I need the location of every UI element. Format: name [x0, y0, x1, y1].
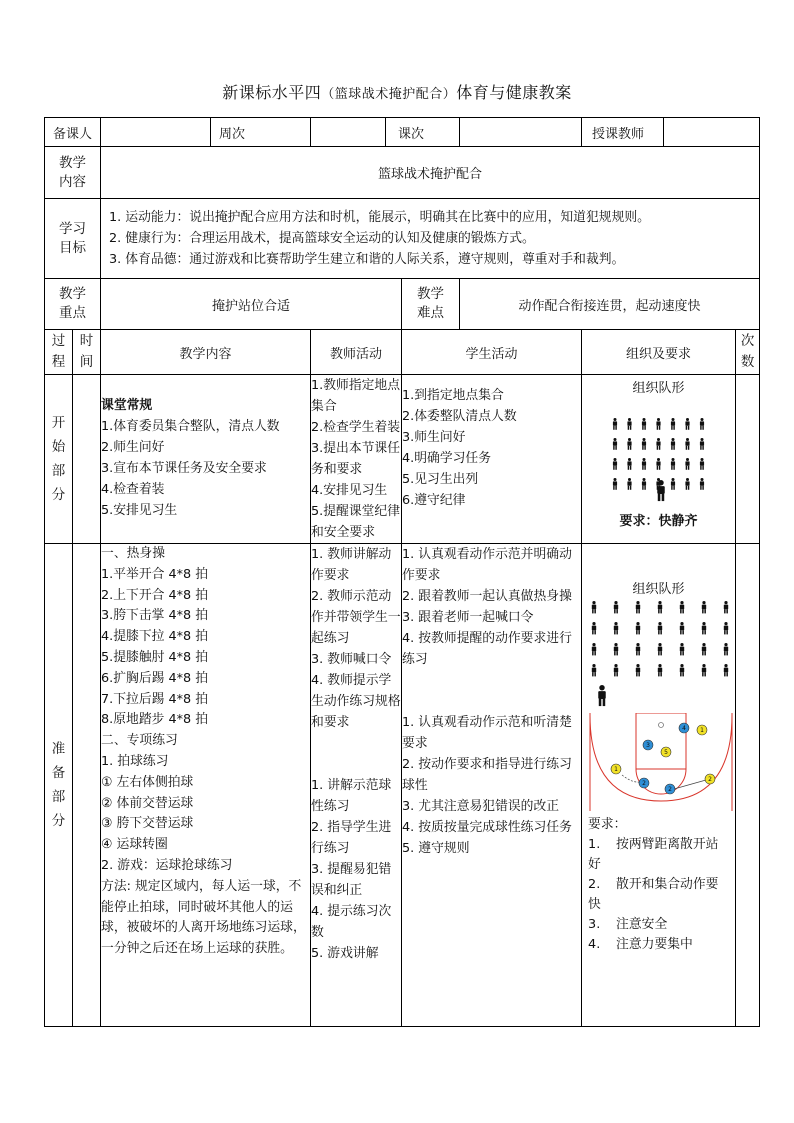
col-teacher: 教师活动 [311, 330, 402, 375]
svg-text:2: 2 [642, 780, 646, 788]
student-figure-icon [680, 664, 684, 676]
teacher-value[interactable] [664, 118, 760, 147]
student-figure-icon [614, 664, 618, 676]
student-figure-icon [702, 643, 706, 655]
col-content: 教学内容 [101, 330, 311, 375]
title-paren: （篮球战术掩护配合） [321, 87, 457, 102]
prep-student-item: 5. 遵守规则 [402, 841, 470, 856]
start-student-item: 3.师生问好 [402, 430, 466, 445]
student-figure-icon [658, 664, 662, 676]
title-tail: 体育与健康教案 [456, 83, 572, 102]
start-phase-label: 开 始 部 分 [45, 375, 73, 544]
student-figure-icon [702, 601, 706, 613]
student-figure-icon [658, 643, 662, 655]
student-figure-icon [680, 643, 684, 655]
prep-content-item: 4.提膝下拉 4*8 拍 [101, 629, 209, 645]
student-figure-icon [592, 601, 596, 613]
student-figure-icon [685, 418, 689, 430]
prep-teacher-item: 2. 指导学生进行练习 [311, 820, 392, 856]
week-label: 周次 [211, 118, 311, 147]
prep-student-item: 4. 按质按量完成球性练习任务 [402, 820, 572, 835]
lesson-value[interactable] [460, 118, 582, 147]
student-figure-icon [658, 601, 662, 613]
prep-content-item: ① 左右体侧拍球 [101, 774, 194, 790]
prep-req-item: 4. 注意力要集中 [588, 937, 693, 952]
document-title [0, 80, 794, 103]
start-org-title: 组织队形 [632, 381, 685, 396]
preparer-label: 备课人 [45, 118, 101, 147]
column-header-row [45, 330, 760, 375]
prep-teacher-item: 2. 教师示范动作并带领学生一起练习 [311, 589, 401, 646]
student-figure-icon [671, 458, 675, 470]
key-label: 教学 重点 [45, 279, 101, 330]
start-student-item: 6.遵守纪律 [402, 493, 466, 508]
student-figure-icon [700, 418, 704, 430]
start-org-requirement: 要求：快静齐 [619, 514, 698, 529]
student-figure-icon [614, 622, 618, 634]
prep-content-item: ④ 运球转圈 [101, 837, 168, 853]
prep-student-item: 1. 认真观看动作示范和听清楚要求 [402, 715, 572, 751]
student-figure-icon [642, 438, 646, 450]
student-figure-icon [627, 478, 631, 490]
prep-content-item: ② 体前交替运球 [101, 795, 194, 811]
start-content-item: 3.宣布本节课任务及安全要求 [101, 461, 267, 476]
lesson-label: 课次 [386, 118, 460, 147]
prep-teacher [311, 544, 402, 1027]
student-figure-icon [702, 664, 706, 676]
goals-list [101, 199, 760, 279]
prep-student-item: 2. 跟着教师一起认真做热身操 [402, 589, 572, 604]
goals-row [45, 199, 760, 279]
start-content-item: 1.体育委员集合整队，清点人数 [101, 419, 280, 434]
start-teacher-item: 3.提出本节课任务和要求 [311, 441, 401, 477]
lesson-plan-table [44, 117, 760, 1027]
student-figure-icon [613, 478, 617, 490]
prep-student [402, 544, 582, 1027]
goal-item: 2. 健康行为：合理运用战术，提高篮球安全运动的认知及健康的锻炼方式。 [109, 231, 535, 246]
player-marker-icon [643, 740, 653, 750]
start-content-item: 4.检查着装 [101, 482, 165, 497]
student-figure-icon [614, 601, 618, 613]
student-figure-icon [656, 458, 660, 470]
teacher-figure-icon [657, 480, 664, 501]
col-time: 时 间 [73, 330, 101, 375]
player-marker-icon [705, 774, 715, 784]
start-teacher [311, 375, 402, 544]
student-figure-icon [671, 478, 675, 490]
student-figure-icon [592, 643, 596, 655]
student-figure-icon [700, 478, 704, 490]
start-student-item: 4.明确学习任务 [402, 451, 492, 466]
prep-content-item: 3.胯下击掌 4*8 拍 [101, 608, 209, 624]
student-figure-icon [685, 438, 689, 450]
start-content-item: 2.师生问好 [101, 440, 165, 455]
prep-teacher-item: 3. 教师喊口令 [311, 652, 392, 667]
focus-row [45, 279, 760, 330]
student-figure-icon [614, 643, 618, 655]
student-figure-icon [642, 458, 646, 470]
player-marker-icon [611, 764, 621, 774]
student-figure-icon [592, 664, 596, 676]
student-figure-icon [671, 418, 675, 430]
teacher-figure-icon [598, 685, 605, 706]
prep-teacher-item: 5. 游戏讲解 [311, 946, 379, 961]
prep-formation-diagram [582, 597, 740, 679]
prep-teacher-item: 1. 讲解示范球性练习 [311, 778, 392, 814]
student-figure-icon [724, 622, 728, 634]
goal-item: 1. 运动能力：说出掩护配合应用方法和时机，能展示，明确其在比赛中的应用，知道犯规规则。 [109, 210, 650, 225]
prep-content [101, 544, 311, 1027]
player-marker-icon [661, 747, 671, 757]
prep-content-item: 1. 拍球练习 [101, 753, 169, 769]
svg-text:4: 4 [682, 725, 686, 733]
svg-text:1: 1 [614, 766, 618, 774]
preparer-value[interactable] [101, 118, 211, 147]
student-figure-icon [700, 438, 704, 450]
difficulty-label: 教学 难点 [402, 279, 460, 330]
student-figure-icon [700, 458, 704, 470]
student-figure-icon [671, 438, 675, 450]
student-figure-icon [636, 643, 640, 655]
prep-content-item: 2.上下开合 4*8 拍 [101, 587, 209, 603]
student-figure-icon [680, 622, 684, 634]
student-figure-icon [642, 478, 646, 490]
svg-text:3: 3 [646, 742, 650, 750]
prep-section-row [45, 544, 760, 1027]
start-formation-diagram [582, 396, 740, 506]
prep-student-item: 4. 按教师提醒的动作要求进行练习 [402, 631, 572, 667]
start-content [101, 375, 311, 544]
student-figure-icon [656, 418, 660, 430]
start-content-item: 5.安排见习生 [101, 503, 178, 518]
start-student-item: 1.到指定地点集合 [402, 388, 504, 403]
start-student [402, 375, 582, 544]
prep-requirements [582, 815, 735, 955]
student-figure-icon [724, 643, 728, 655]
start-section-row [45, 375, 760, 544]
prep-teacher-item: 4. 教师提示学生动作练习规格和要求 [311, 673, 401, 730]
start-student-item: 5.见习生出列 [402, 472, 479, 487]
player-marker-icon [639, 778, 649, 788]
col-org: 组织及要求 [582, 330, 736, 375]
student-figure-icon [658, 622, 662, 634]
prep-teacher-item: 3. 提醒易犯错误和纠正 [311, 862, 392, 898]
start-teacher-item: 5.提醒课堂纪律和安全要求 [311, 504, 401, 540]
content-row [45, 147, 760, 199]
prep-req-label: 要求： [588, 817, 627, 832]
title-main: 新课标水平四 [222, 83, 322, 102]
prep-req-item: 2. 散开和集合动作要快 [588, 877, 719, 912]
student-figure-icon [613, 438, 617, 450]
student-figure-icon [642, 418, 646, 430]
prep-content-item: 二、专项练习 [101, 733, 178, 749]
student-figure-icon [685, 478, 689, 490]
svg-text:2: 2 [708, 776, 712, 784]
student-figure-icon [636, 622, 640, 634]
student-figure-icon [724, 601, 728, 613]
col-count: 次 数 [736, 330, 760, 375]
prep-time [73, 544, 101, 1027]
student-figure-icon [702, 622, 706, 634]
week-value[interactable] [311, 118, 386, 147]
prep-content-item: 方法: 规定区域内，每人运一球，不能停止拍球，同时破坏其他人的运球，被破坏的人离开场地练习运球，一分钟之后还在场上运球的获胜。 [101, 878, 306, 957]
student-figure-icon [592, 622, 596, 634]
key-value: 掩护站位合适 [101, 279, 402, 330]
student-figure-icon [627, 458, 631, 470]
player-marker-icon [697, 725, 707, 735]
goal-item: 3. 体育品德：通过游戏和比赛帮助学生建立和谐的人际关系，遵守规则，尊重对手和裁判。 [109, 252, 625, 267]
svg-text:5: 5 [664, 749, 668, 757]
student-figure-icon [613, 418, 617, 430]
prep-teacher-item: 1. 教师讲解动作要求 [311, 547, 392, 583]
difficulty-value: 动作配合衔接连贯，起动速度快 [460, 279, 760, 330]
prep-req-item: 1. 按两臂距离散开站好 [588, 837, 719, 872]
goals-label: 学习 目标 [45, 199, 101, 279]
prep-student-item: 3. 跟着老师一起喊口令 [402, 610, 534, 625]
prep-org [582, 544, 736, 1027]
prep-student-item: 3. 尤其注意易犯错误的改正 [402, 799, 560, 814]
svg-text:2: 2 [668, 786, 672, 794]
prep-content-item: 1.平举开合 4*8 拍 [101, 566, 209, 582]
col-student: 学生活动 [402, 330, 582, 375]
player-marker-icon [665, 784, 675, 794]
header-row [45, 118, 760, 147]
student-figure-icon [636, 601, 640, 613]
start-teacher-item: 2.检查学生着装 [311, 420, 401, 435]
start-content-heading: 课堂常规 [101, 398, 153, 413]
prep-teacher-item: 4. 提示练习次数 [311, 904, 392, 940]
prep-student-item: 2. 按动作要求和指导进行练习球性 [402, 757, 572, 793]
prep-content-item: 一、热身操 [101, 546, 165, 561]
prep-org-title: 组织队形 [632, 582, 685, 597]
prep-content-item: 5.提膝触肘 4*8 拍 [101, 649, 209, 665]
prep-content-item: 8.原地踏步 4*8 拍 [101, 712, 209, 728]
prep-content-item: 6.扩胸后踢 4*8 拍 [101, 670, 209, 686]
start-time [73, 375, 101, 544]
student-figure-icon [627, 438, 631, 450]
student-figure-icon [627, 418, 631, 430]
teacher-label: 授课教师 [582, 118, 664, 147]
prep-content-item: ③ 胯下交替运球 [101, 816, 194, 832]
start-teacher-item: 1.教师指定地点集合 [311, 378, 401, 414]
student-figure-icon [656, 438, 660, 450]
student-figure-icon [636, 664, 640, 676]
prep-student-item: 1. 认真观看动作示范并明确动作要求 [402, 547, 572, 583]
prep-teacher-figure [582, 683, 740, 709]
start-org [582, 375, 736, 544]
prep-content-item: 7.下拉后踢 4*8 拍 [101, 691, 209, 707]
prep-phase-label: 准 备 部 分 [45, 544, 73, 1027]
content-value: 篮球战术掩护配合 [101, 147, 760, 199]
prep-req-item: 3. 注意安全 [588, 917, 668, 932]
student-figure-icon [685, 458, 689, 470]
court-diagram [582, 713, 740, 811]
start-teacher-item: 4.安排见习生 [311, 483, 388, 498]
start-student-item: 2.体委整队清点人数 [402, 409, 517, 424]
svg-text:1: 1 [700, 727, 704, 735]
content-label: 教学 内容 [45, 147, 101, 199]
col-process: 过 程 [45, 330, 73, 375]
student-figure-icon [724, 664, 728, 676]
player-marker-icon [679, 723, 689, 733]
student-figure-icon [613, 458, 617, 470]
student-figure-icon [680, 601, 684, 613]
prep-content-item: 2. 游戏：运球抢球练习 [101, 857, 233, 873]
